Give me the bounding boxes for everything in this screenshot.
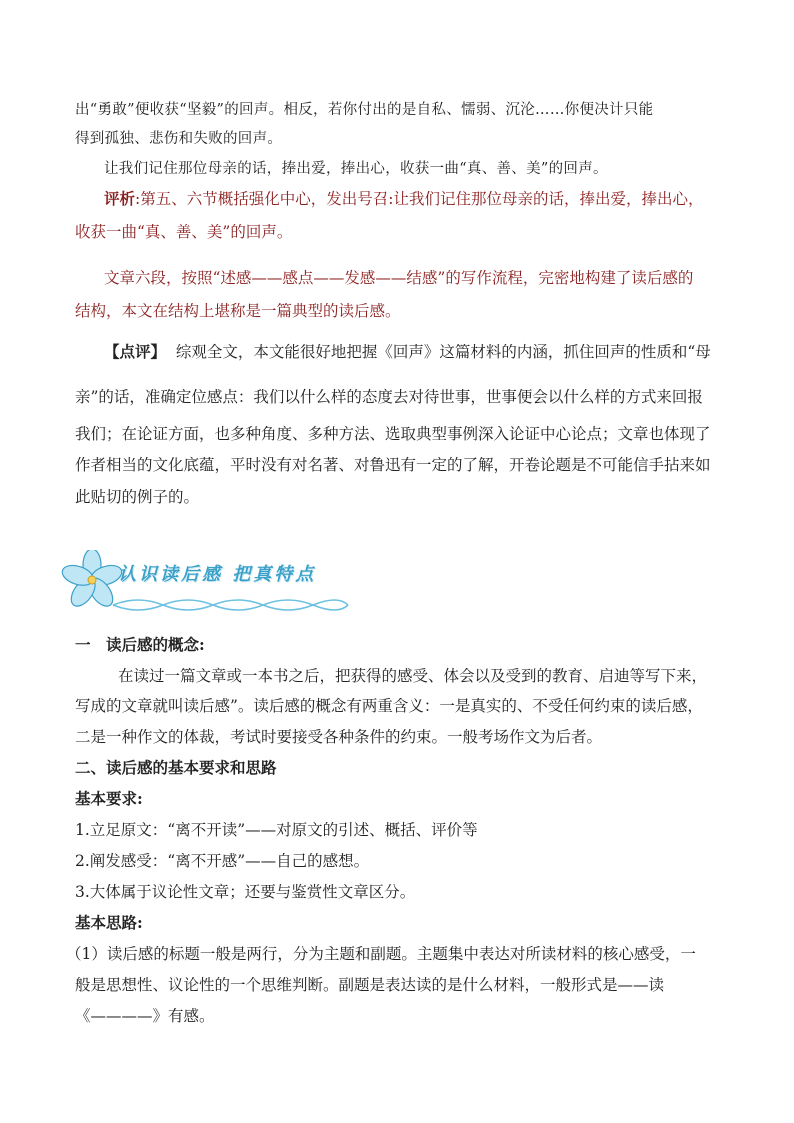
section-paragraph-line: 在读过一篇文章或一本书之后，把获得的感受、体会以及受到的教育、启迪等写下来， (118, 667, 708, 685)
section-paragraph-line: 般是思想性、议论性的一个思维判断。副题是表达读的是什么材料，一般形式是——读 (75, 976, 665, 994)
subheading-ideas: 基本思路: (75, 913, 143, 932)
subheading-requirements: 基本要求: (75, 789, 143, 808)
comment-line (104, 187, 703, 209)
essay-paragraph-line: 得到孤独、悲伤和失败的回声。 (75, 131, 283, 147)
review-line: 亲”的话，准确定位感点：我们以什么样的态度去对待世事，世事便会以什么样的方式来回报 (75, 388, 703, 406)
comment-label: 评析 (104, 189, 136, 208)
review-text: 综观全文，本文能很好地把握《回声》这篇材料的内涵，抓住回声的性质和“母 (175, 343, 711, 361)
section-paragraph-line: （1）读后感的标题一般是两行，分为主题和副题。主题集中表达对所读材料的核心感受，一 (66, 945, 696, 963)
wave-divider-icon (113, 600, 348, 610)
section-paragraph-line: 写成的文章就叫读后感”。读后感的概念有两重含义：一是真实的、不受任何约束的读后感， (75, 697, 703, 715)
flower-icon (60, 550, 125, 610)
review-line (104, 340, 711, 362)
review-line: 我们；在论证方面，也多种角度、多种方法、选取典型事例深入论证中心论点；文章也体现了 (75, 425, 711, 443)
comment-line: 收获一曲“真、善、美”的回声。 (75, 223, 293, 241)
comment-text: :第五、六节概括强化中心，发出号召:让我们记住那位母亲的话，捧出爱，捧出心， (135, 190, 704, 208)
review-label: 【点评】 (104, 342, 167, 361)
list-item: 3.大体属于议论性文章；还要与鉴赏性文章区分。 (75, 883, 416, 901)
essay-paragraph: 让我们记住那位母亲的话，捧出爱，捧出心，收获一曲“真、善、美”的回声。 (104, 161, 608, 177)
section-paragraph-line: 二是一种作文的体裁，考试时要接受各种条件的约束。一般考场作文为后者。 (75, 728, 603, 746)
banner-title: 认识读后感 把真特点 (118, 564, 317, 585)
section-heading: 一 读后感的概念: (75, 635, 205, 654)
structure-line: 结构，本文在结构上堪称是一篇典型的读后感。 (75, 302, 401, 320)
list-item: 2.阐发感受：“离不开感”——自己的感想。 (75, 852, 370, 870)
section-paragraph-line: 《————》有感。 (75, 1007, 215, 1025)
essay-paragraph-line: 出“勇敢”便收获“坚毅”的回声。相反，若你付出的是自私、懦弱、沉沦……你便决计只能 (75, 102, 654, 118)
review-line: 此贴切的例子的。 (75, 488, 200, 506)
list-item: 1.立足原文：“离不开读”——对原文的引述、概括、评价等 (75, 821, 478, 839)
structure-line: 文章六段，按照“述感——感点——发感——结感”的写作流程，完密地构建了读后感的 (104, 269, 694, 287)
section-heading: 二、读后感的基本要求和思路 (75, 758, 277, 777)
review-line: 作者相当的文化底蕴，平时没有对名著、对鲁迅有一定的了解，开卷论题是不可能信手拈来如 (75, 456, 711, 474)
